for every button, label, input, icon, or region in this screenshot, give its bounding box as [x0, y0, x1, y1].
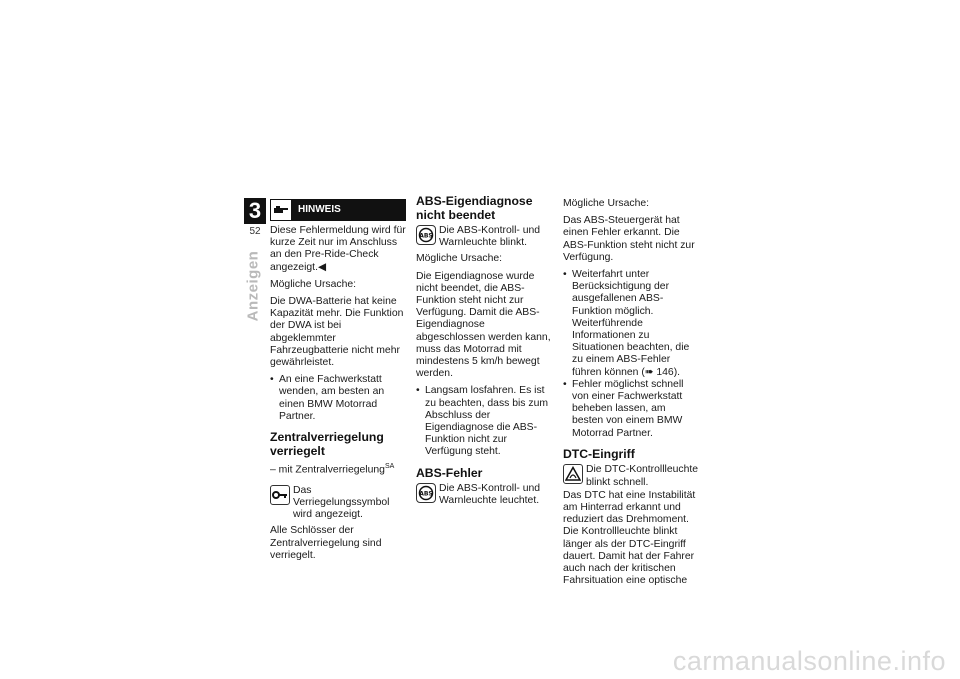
dtc-warning-icon: [563, 464, 583, 484]
hinweis-box: [270, 199, 406, 221]
paragraph: Mögliche Ursache:: [270, 278, 357, 290]
bullet-list: [416, 385, 552, 458]
heading-zentralverriegelung: Zentralverriegelung verriegelt: [270, 430, 384, 458]
indicator-text: Die ABS-Kontroll- und Warnleuchte leuchtet.: [439, 483, 541, 507]
sa-superscript: SA: [384, 463, 395, 471]
column-1: [270, 199, 406, 567]
indicator-text: Die ABS-Kontroll- und Warnleuchte blinkt.: [439, 225, 541, 249]
paragraph: Das DTC hat eine Instabilität am Hinterrad erkannt und reduziert das Drehmoment. Die Kontrollleuchte blinkt länger als der DTC-Eingriff dauert. Damit hat der Fahrer auch nach der kritischen Fahrsituation eine optische: [563, 489, 696, 587]
paragraph: Alle Schlösser der Zentralverriegelung sind verriegelt.: [270, 525, 382, 561]
note-hand-icon: [270, 199, 292, 221]
hinweis-label: HINWEIS: [298, 203, 341, 215]
paragraph: Das ABS-Steuergerät hat einen Fehler erkannt. Die ABS-Funktion steht nicht zur Verfügung.: [563, 215, 695, 263]
abs-warning-icon: [416, 483, 436, 503]
heading-abs-eigendiagnose: ABS-Eigendiagnose nicht beendet: [416, 194, 533, 222]
chapter-side-tab: [238, 240, 268, 332]
sa-line: – mit Zentralverriegelung$^{SA}$: [270, 463, 395, 476]
page-number: 52: [249, 226, 261, 237]
bullet-list: [270, 374, 406, 423]
abs-indicator-line: [416, 225, 552, 249]
indicator-text: Die DTC-Kontrollleuchte blinkt schnell.: [586, 464, 699, 488]
abs-warning-icon: [416, 225, 436, 245]
paragraph: Diese Fehlermeldung wird für kurze Zeit nur im Anschluss an den Pre-Ride-Check angezeigt.◀: [270, 225, 406, 273]
svg-text:ABS: ABS: [419, 490, 433, 498]
column-2: [416, 195, 552, 512]
paragraph: Mögliche Ursache:: [563, 198, 650, 209]
watermark: carmanualsonline.info: [672, 646, 946, 676]
svg-text:ABS: ABS: [419, 232, 433, 240]
list-item: • Weiterfahrt unter Berücksichtigung der ausgefallenen ABS-Funktion möglich. Weiterführende Informationen zu Situationen beachten, die zu einem ABS-Fehler führen können (➠ 146).: [563, 269, 699, 379]
list-item: • Fehler möglichst schnell von einer Fachwerkstatt beheben lassen, am besten von einem BMW Motorrad Partner.: [563, 379, 699, 440]
indicator-text: Das Verriegelungssymbol wird angezeigt.: [293, 484, 390, 521]
abs-indicator-line: [416, 483, 552, 507]
lock-indicator-line: [270, 485, 406, 522]
list-item: • An eine Fachwerkstatt wenden, am besten an einen BMW Motorrad Partner.: [270, 374, 406, 423]
dtc-indicator-line: [563, 464, 699, 488]
paragraph: Die Eigendiagnose wurde nicht beendet, die ABS-Funktion steht nicht zur Verfügung. Damit die ABS-Eigendiagnose abgeschlossen werden kann, muss das Motorrad mit mindestens 5 km/h bewegt werden.: [416, 270, 551, 380]
column-3: [563, 198, 699, 592]
chapter-number: 3: [244, 198, 266, 224]
list-item: • Langsam losfahren. Es ist zu beachten, dass bis zum Abschluss der Eigendiagnose die ABS-Funktion nicht zur Verfügung steht.: [416, 385, 552, 458]
paragraph: Mögliche Ursache:: [416, 253, 503, 265]
heading-abs-fehler: ABS-Fehler: [416, 465, 483, 480]
chapter-title: Anzeigen: [244, 250, 262, 322]
bullet-list: [563, 269, 699, 440]
heading-dtc-eingriff: DTC-Eingriff: [563, 446, 635, 461]
key-lock-icon: [270, 485, 290, 505]
paragraph: Die DWA-Batterie hat keine Kapazität mehr. Die Funktion der DWA ist bei abgeklemmter Fahrzeugbatterie nicht mehr gewährleistet.: [270, 296, 404, 369]
